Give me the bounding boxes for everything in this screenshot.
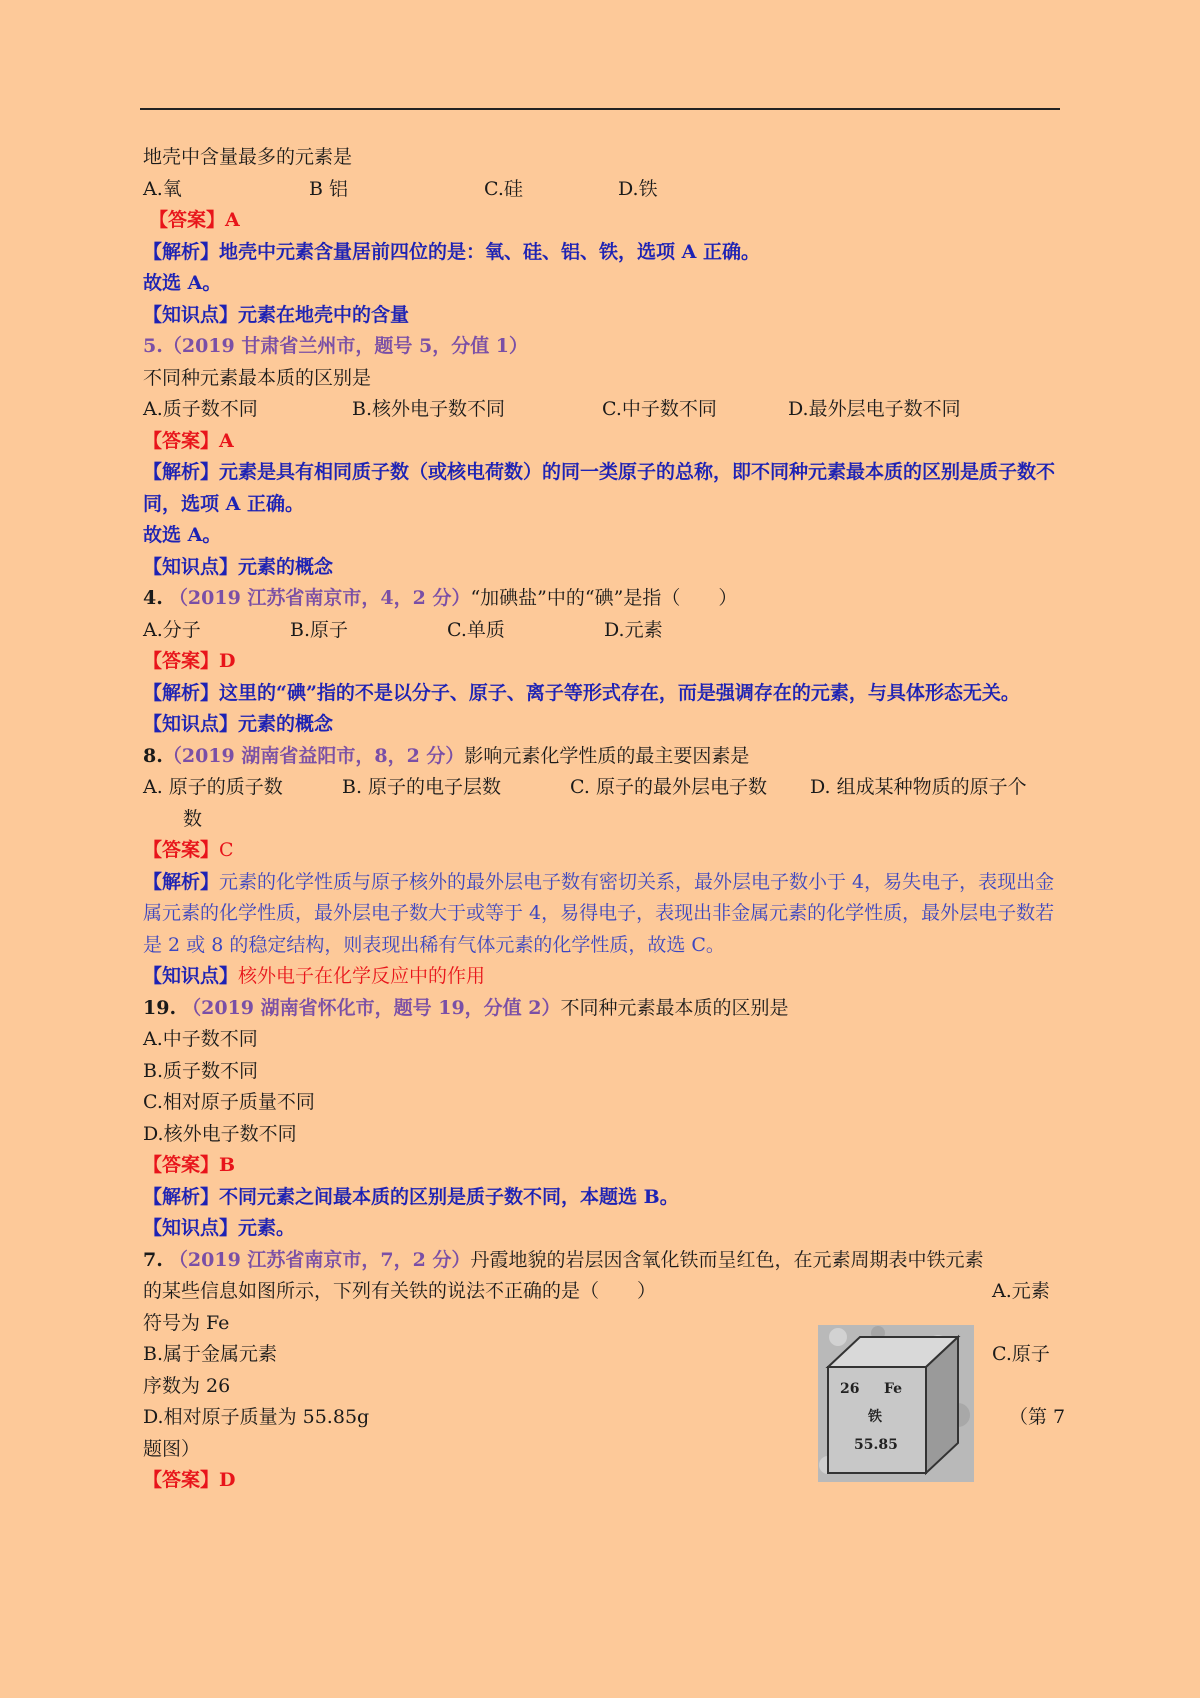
kp-text: 元素。 [238, 1217, 296, 1239]
q2-answer [143, 426, 1058, 458]
q4-option-a: A. 原子的质子数 [143, 776, 283, 798]
q6-option-a-part1: A.元素 [992, 1280, 1050, 1302]
q5-analysis [143, 1182, 1058, 1214]
q1-options [143, 174, 1058, 206]
q3-analysis [143, 678, 1058, 710]
element-cube-illustration [818, 1325, 974, 1482]
q2-header: 5.（2019 甘肃省兰州市，题号 5，分值 1） [143, 335, 529, 357]
answer-value: A [225, 209, 240, 231]
q2-number: 5 [143, 335, 157, 357]
q4-header: 8.（2019 湖南省益阳市，8，2 分）影响元素化学性质的最主要因素是 [143, 744, 750, 767]
analysis-text: 这里的“碘”指的不是以分子、原子、离子等形式存在，而是强调存在的元素，与具体形态无关。 [219, 681, 1020, 704]
figure-element-name: 铁 [868, 1409, 882, 1425]
kp-tag: 【知识点】 [143, 713, 239, 735]
q3-answer [143, 646, 1058, 678]
q3-source: （2019 江苏省南京市，4，2 分） [168, 587, 471, 609]
kp-text: 核外电子在化学反应中的作用 [238, 965, 486, 987]
q3-knowledge [143, 709, 1058, 741]
q2-option-b: B.核外电子数不同 [352, 398, 506, 420]
q4-number: 8 [143, 744, 157, 767]
figure-atomic-mass: 55.85 [854, 1437, 898, 1453]
answer-value: C [219, 839, 234, 861]
q5-option-b: B.质子数不同 [143, 1059, 259, 1082]
q6-option-c-part1: C.原子 [992, 1343, 1050, 1365]
kp-text: 元素的概念 [238, 555, 334, 578]
q6-option-b: B.属于金属元素 [143, 1343, 278, 1365]
answer-tag: 【答案】 [143, 1154, 220, 1176]
q4-answer [143, 835, 1058, 867]
analysis-text: 元素的化学性质与原子核外的最外层电子数有密切关系，最外层电子数小于 4，易失电子，表现出金属元素的化学性质，最外层电子数大于或等于 4，易得电子，表现出非金属元素的化学性质，最外层电子数若是 2 或 8 的稳定结构，则表现出稀有气体元素的化学性质，故选 C。 [143, 870, 1055, 956]
answer-tag: 【答案】 [143, 650, 220, 672]
q6-stem2: 的某些信息如图所示，下列有关铁的说法不正确的是（ ） [143, 1280, 657, 1302]
iron-element-figure [818, 1325, 974, 1482]
answer-tag: 【答案】 [149, 209, 226, 231]
q5-option-d: D.核外电子数不同 [143, 1122, 297, 1145]
q6-stem-line2 [143, 1276, 1058, 1308]
q4-options [143, 772, 1058, 804]
q5-knowledge [143, 1213, 1058, 1245]
q1-option-c: C.硅 [484, 177, 523, 200]
kp-tag: 【知识点】 [143, 1217, 239, 1239]
q2-option-d: D.最外层电子数不同 [788, 398, 961, 420]
answer-tag: 【答案】 [143, 429, 220, 452]
analysis-text: 地壳中元素含量居前四位的是：氧、硅、铝、铁，选项 A 正确。 [219, 240, 760, 263]
q3-option-d: D.元素 [604, 618, 663, 641]
q6-header: 7. （2019 江苏省南京市，7，2 分）丹霞地貌的岩层因含氧化铁而呈红色，在元素周期表中铁元素 [143, 1248, 984, 1271]
kp-text: 元素在地壳中的含量 [238, 303, 410, 326]
q6-number: 7 [143, 1248, 157, 1271]
answer-value: D [219, 1469, 236, 1491]
q2-options [143, 394, 1058, 426]
figure-atomic-number: 26 [840, 1381, 860, 1397]
q5-header: 19. （2019 湖南省怀化市，题号 19，分值 2）不同种元素最本质的区别是 [143, 996, 789, 1019]
q4-source: （2019 湖南省益阳市，8，2 分） [162, 744, 465, 767]
q5-option-c: C.相对原子质量不同 [143, 1091, 315, 1113]
q1-option-a: A.氧 [143, 177, 182, 200]
kp-tag: 【知识点】 [143, 555, 239, 578]
analysis-tag: 【解析】 [143, 240, 220, 263]
q2-knowledge [143, 552, 1058, 584]
q4-knowledge [143, 961, 1058, 993]
q1-option-d: D.铁 [618, 177, 658, 200]
q1-conclusion: 故选 A。 [143, 272, 222, 294]
q4-option-d-cont: 数 [183, 807, 203, 830]
answer-tag: 【答案】 [143, 839, 220, 861]
q3-number: 4 [143, 587, 157, 609]
answer-tag: 【答案】 [143, 1469, 220, 1491]
q4-analysis [143, 867, 1058, 962]
q4-option-b: B. 原子的电子层数 [342, 776, 502, 798]
q2-analysis [143, 457, 1058, 520]
kp-tag: 【知识点】 [143, 303, 239, 326]
q5-source: （2019 湖南省怀化市，题号 19，分值 2） [182, 996, 561, 1019]
q1-answer [143, 205, 1058, 237]
q6-option-a-part2: 符号为 Fe [143, 1311, 230, 1334]
analysis-text: 不同元素之间最本质的区别是质子数不同，本题选 B。 [219, 1185, 679, 1208]
answer-value: A [219, 429, 234, 452]
q3-option-c: C.单质 [447, 618, 505, 641]
q2-source: （2019 甘肃省兰州市，题号 5，分值 1） [162, 335, 529, 357]
q3-stem: “加碘盐”中的“碘”是指（ ） [470, 587, 738, 609]
q6-option-c-part2: 序数为 26 [143, 1374, 231, 1397]
q3-header: 4. （2019 江苏省南京市，4，2 分）“加碘盐”中的“碘”是指（ ） [143, 587, 738, 609]
answer-value: B [219, 1154, 236, 1176]
q2-stem: 不同种元素最本质的区别是 [143, 366, 372, 389]
q6-fig-caption-part2: 题图） [143, 1437, 201, 1460]
answer-value: D [219, 650, 236, 672]
analysis-tag: 【解析】 [143, 870, 220, 893]
document-body [143, 142, 1066, 1497]
q5-stem: 不同种元素最本质的区别是 [560, 996, 789, 1019]
q1-knowledge [143, 300, 1058, 332]
q5-number: 19 [143, 996, 170, 1019]
q4-stem: 影响元素化学性质的最主要因素是 [464, 744, 750, 767]
q6-source: （2019 江苏省南京市，7，2 分） [168, 1248, 471, 1271]
q4-option-c: C. 原子的最外层电子数 [570, 776, 767, 798]
header-rule [140, 108, 1060, 110]
q1-option-b: B 铝 [309, 177, 349, 200]
figure-symbol: Fe [884, 1381, 903, 1397]
q6-fig-caption-part1: （第 7 [1009, 1406, 1066, 1428]
kp-tag: 【知识点】 [143, 965, 239, 987]
q6-option-d: D.相对原子质量为 55.85g [143, 1406, 370, 1428]
q3-option-b: B.原子 [290, 618, 349, 641]
analysis-tag: 【解析】 [143, 461, 220, 483]
q3-option-a: A.分子 [143, 618, 201, 641]
kp-text: 元素的概念 [238, 713, 334, 735]
q2-option-c: C.中子数不同 [602, 398, 717, 420]
analysis-tag: 【解析】 [143, 1185, 220, 1208]
q4-option-d: D. 组成某种物质的原子个 [810, 776, 1027, 798]
q1-stem: 地壳中含量最多的元素是 [143, 146, 353, 168]
q2-conclusion: 故选 A。 [143, 524, 222, 546]
analysis-text: 元素是具有相同质子数（或核电荷数）的同一类原子的总称，即不同种元素最本质的区别是质子数不同，选项 A 正确。 [143, 461, 1056, 515]
analysis-tag: 【解析】 [143, 681, 220, 704]
q3-options [143, 615, 1058, 647]
q5-option-a: A.中子数不同 [143, 1028, 258, 1050]
q6-stem: 丹霞地貌的岩层因含氧化铁而呈红色，在元素周期表中铁元素 [470, 1248, 984, 1271]
q2-option-a: A.质子数不同 [143, 398, 258, 420]
q1-analysis [143, 237, 1058, 269]
q5-answer [143, 1150, 1058, 1182]
